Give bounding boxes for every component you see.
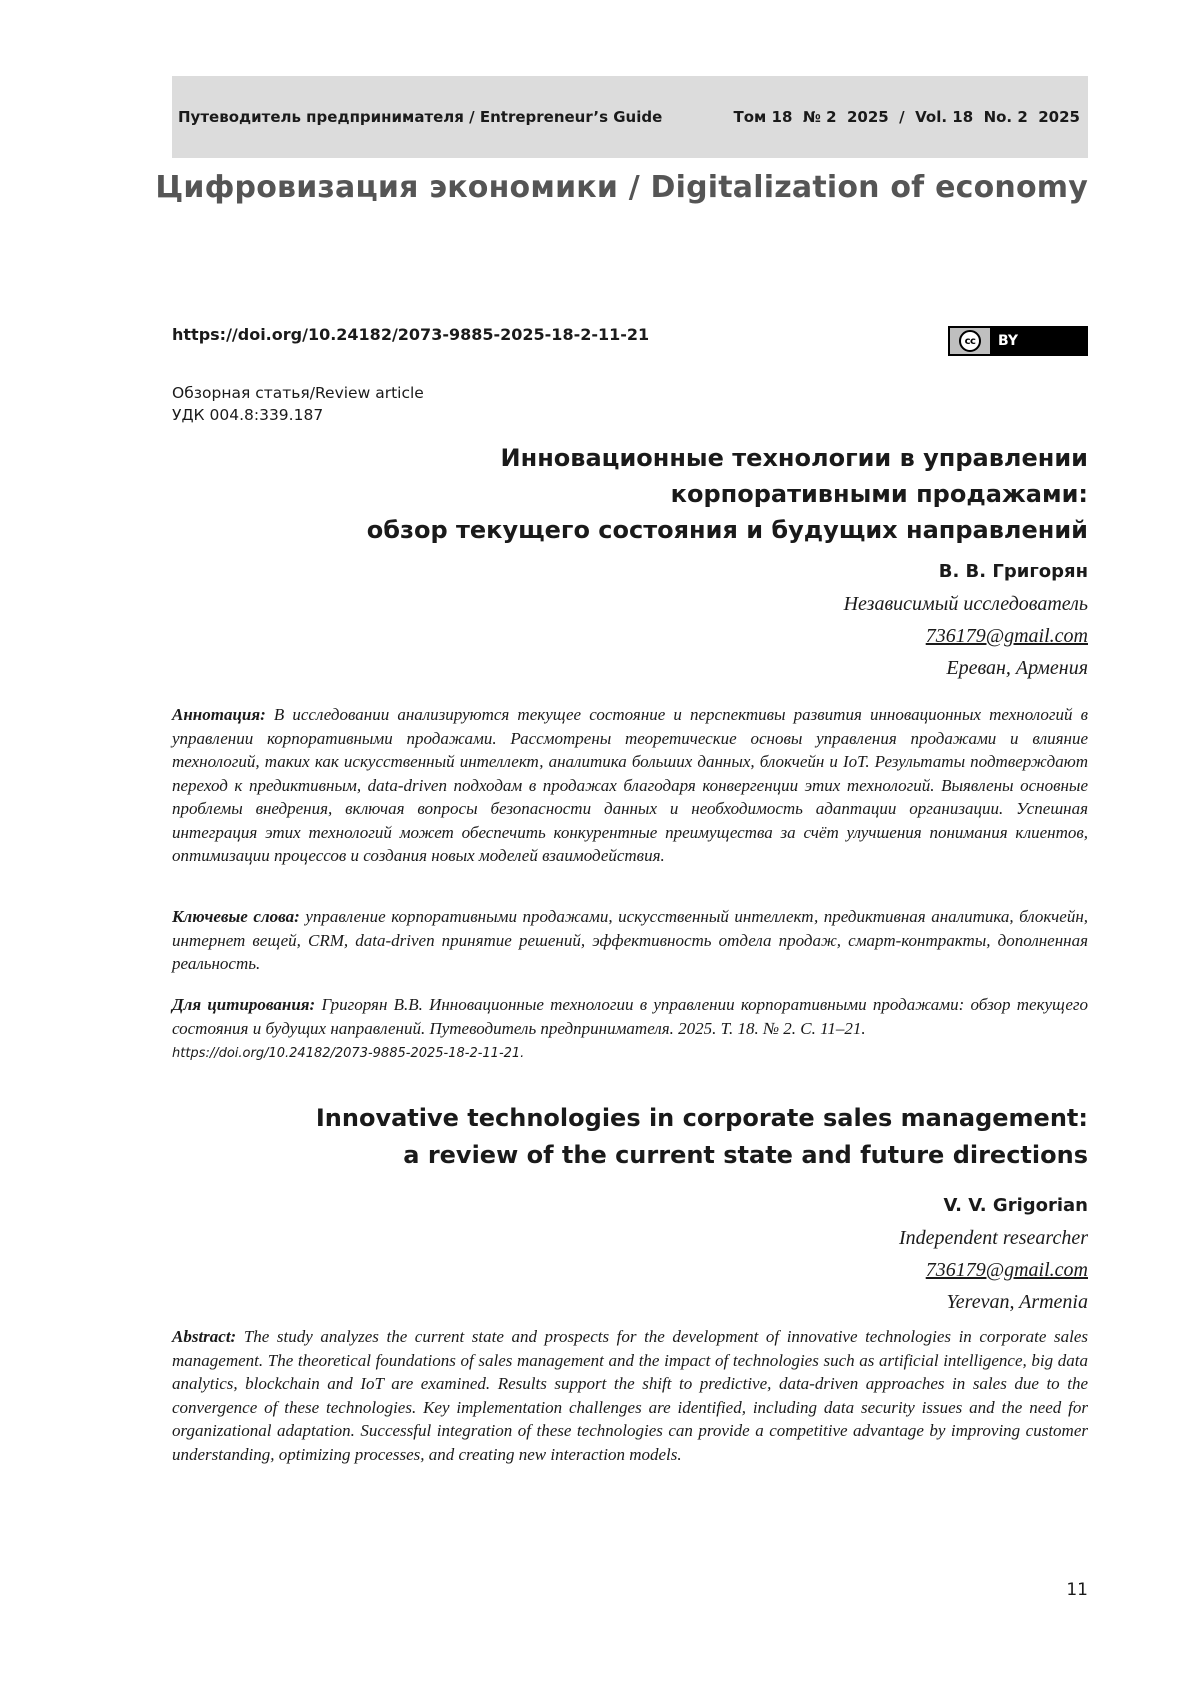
page-number: 11 [1066,1580,1088,1600]
cc-by-license-badge[interactable] [948,326,1088,356]
author-name-ru: В. В. Григорян [844,556,1088,588]
udc-code: УДК 004.8:339.187 [172,404,424,426]
journal-header-bar [172,76,1088,158]
affiliation-en: Independent researcher [899,1222,1088,1254]
abstract-ru-text: В исследовании анализируются текущее состояние и перспективы развития инновационных технологий в управлении корпоративными продажами. Рассмотрены теоретические основы управления продажами и влияние технологий, таких как искусственный интеллект, аналитика больших данных, блокчейн и IoT. Результаты подтверждают переход к предиктивным, data-driven подходам в продажах благодаря конвергенции этих технологий. Выявлены основные проблемы внедрения, включая вопросы безопасности данных и необходимость адаптации организации. Успешная интеграция этих технологий может обеспечить конкурентные преимущества за счёт улучшения понимания клиентов, оптимизации процессов и создания новых моделей взаимодействия. [172,705,1088,865]
cc-logo-box [950,328,990,354]
title-en [316,1100,1088,1174]
keywords-ru [172,905,1088,976]
abstract-en-label: Abstract: [172,1327,236,1346]
email-link-en[interactable]: 736179@gmail.com [899,1254,1088,1286]
author-block-en [899,1190,1088,1318]
title-en-line: a review of the current state and future directions [316,1137,1088,1174]
section-title: Цифровизация экономики / Digitalization of economy [155,170,1088,205]
abstract-ru-label: Аннотация: [172,705,266,724]
affiliation-ru: Независимый исследователь [844,588,1088,620]
keywords-ru-text: управление корпоративными продажами, искусственный интеллект, предиктивная аналитика, блокчейн, интернет вещей, CRM, data-driven принятие решений, эффективность отдела продаж, смарт-контракты, дополненная реальность. [172,907,1088,973]
location-ru: Ереван, Армения [844,652,1088,684]
title-ru-line: Инновационные технологии в управлении [367,440,1088,476]
article-page [0,0,1200,1697]
abstract-en-text: The study analyzes the current state and prospects for the development of innovative technologies in corporate sales management. The theoretical foundations of sales management and the impact of technologies such as artificial intelligence, big data analytics, blockchain and IoT are examined. Results support the shift to predictive, data-driven approaches in sales due to the convergence of these technologies. Key implementation challenges are identified, including data security issues and the need for organizational adaptation. Successful integration of these technologies can provide a competitive advantage by improving customer understanding, optimizing processes, and creating new interaction models. [172,1327,1088,1464]
issue-info: Том 18 № 2 2025 / Vol. 18 No. 2 2025 [734,108,1081,126]
citation-ru-text: Григорян В.В. Инновационные технологии в управлении корпоративными продажами: обзор текущего состояния и будущих направлений. Путеводитель предпринимателя. 2025. Т. 18. № 2. С. 11–21. [172,995,1088,1038]
abstract-en [172,1325,1088,1466]
doi-link[interactable]: https://doi.org/10.24182/2073-9885-2025-18-2-11-21 [172,325,649,344]
article-meta [172,382,424,426]
title-ru-line: корпоративными продажами: [367,476,1088,512]
author-block-ru [844,556,1088,684]
keywords-ru-label: Ключевые слова: [172,907,300,926]
citation-ru-label: Для цитирования: [172,995,315,1014]
cc-by-label: BY [998,333,1018,349]
title-en-line: Innovative technologies in corporate sales management: [316,1100,1088,1137]
citation-doi-link[interactable]: https://doi.org/10.24182/2073-9885-2025-18-2-11-21. [172,1046,524,1061]
author-name-en: V. V. Grigorian [899,1190,1088,1222]
cc-icon: cc [959,330,981,352]
article-type: Обзорная статья/Review article [172,382,424,404]
journal-name: Путеводитель предпринимателя / Entrepreneur’s Guide [178,108,662,126]
location-en: Yerevan, Armenia [899,1286,1088,1318]
email-link-ru[interactable]: 736179@gmail.com [844,620,1088,652]
title-ru [367,440,1088,548]
citation-ru [172,993,1088,1066]
abstract-ru [172,703,1088,868]
title-ru-line: обзор текущего состояния и будущих направлений [367,512,1088,548]
